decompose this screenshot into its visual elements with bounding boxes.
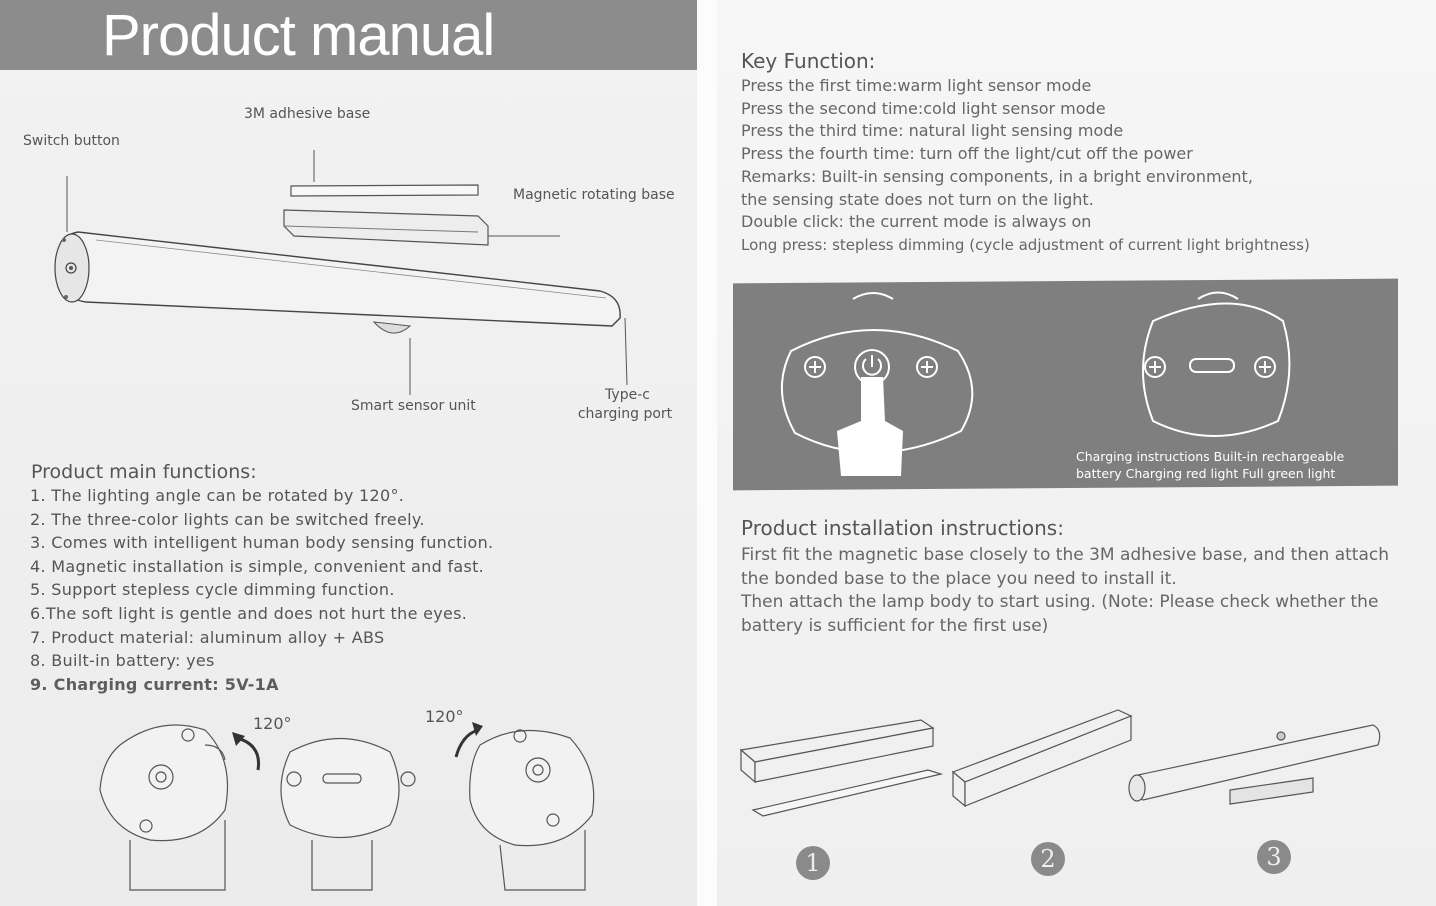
- sensor-unit-label: Smart sensor unit: [351, 398, 476, 414]
- installation-line: the bonded base to the place you need to install it.: [741, 568, 1177, 589]
- adhesive-base-label: 3M adhesive base: [244, 106, 371, 122]
- installation-line: First fit the magnetic base closely to the 3M adhesive base, and then attach: [741, 545, 1389, 565]
- sensor-dome-shape: [374, 322, 410, 333]
- function-item: 3. Comes with intelligent human body sensing function.: [30, 533, 494, 553]
- function-item: 1. The lighting angle can be rotated by 120°.: [30, 486, 405, 505]
- functions-list: [30, 484, 493, 696]
- charging-instructions: [1076, 448, 1344, 482]
- function-item: 6.The soft light is gentle and does not hurt the eyes.: [30, 603, 468, 623]
- function-item: 8. Built-in battery: yes: [30, 651, 215, 671]
- switch-button-label: Switch button: [23, 133, 120, 149]
- installation-line: Then attach the lamp body to start using. (Note: Please check whether the: [741, 592, 1379, 612]
- functions-heading: Product main functions:: [31, 461, 257, 483]
- step-number-2: 2: [1031, 842, 1065, 876]
- key-function-line: Long press: stepless dimming (cycle adjustment of current light brightness): [741, 235, 1310, 254]
- installation-section: [741, 516, 1389, 638]
- page-gap: [697, 0, 717, 906]
- key-function-line: Press the second time:cold light sensor mode: [741, 98, 1106, 118]
- installation-heading: Product installation instructions:: [741, 516, 1064, 540]
- function-item: 9. Charging current: 5V-1A: [30, 674, 279, 694]
- lamp-body-shape: [56, 232, 620, 326]
- type-c-label-line1: Type-c: [605, 387, 650, 403]
- rotation-label-right: 120°: [425, 707, 464, 726]
- page-title: Product manual: [102, 3, 495, 68]
- step-number-1: 1: [796, 846, 830, 880]
- rotation-label-left: 120°: [253, 714, 292, 733]
- key-function-line: Double click: the current mode is always on: [741, 212, 1092, 232]
- key-function-line: Press the third time: natural light sensing mode: [741, 121, 1124, 141]
- key-function-line: Press the fourth time: turn off the light/cut off the power: [741, 144, 1193, 164]
- magnetic-base-shape: [284, 210, 488, 245]
- key-function-section: [741, 49, 1310, 257]
- type-c-label-line2: charging port: [577, 406, 673, 422]
- function-item: 5. Support stepless cycle dimming function.: [30, 580, 395, 600]
- function-item: 2. The three-color lights can be switched freely.: [30, 509, 425, 529]
- charging-line-2: battery Charging red light Full green light: [1076, 466, 1336, 481]
- function-item: 7. Product material: aluminum alloy + ABS: [30, 627, 385, 647]
- adhesive-plate-shape: [291, 185, 478, 196]
- key-function-line: the sensing state does not turn on the light.: [741, 189, 1094, 209]
- charging-line-1: Charging instructions Built-in rechargeable: [1076, 449, 1345, 464]
- key-function-line: Press the first time:warm light sensor mode: [741, 76, 1092, 95]
- key-function-line: Remarks: Built-in sensing components, in a bright environment,: [741, 166, 1253, 186]
- hand-icon: [837, 377, 903, 476]
- magnetic-base-label: Magnetic rotating base: [513, 187, 675, 203]
- left-manual-page: [0, 0, 697, 906]
- step-number-3: 3: [1257, 840, 1291, 874]
- usb-port-icon: [1190, 359, 1234, 372]
- function-item: 4. Magnetic installation is simple, convenient and fast.: [30, 556, 485, 576]
- key-function-heading: Key Function:: [741, 49, 876, 73]
- installation-line: battery is sufficient for the first use): [741, 615, 1049, 636]
- installation-steps-illustration: [733, 700, 1393, 820]
